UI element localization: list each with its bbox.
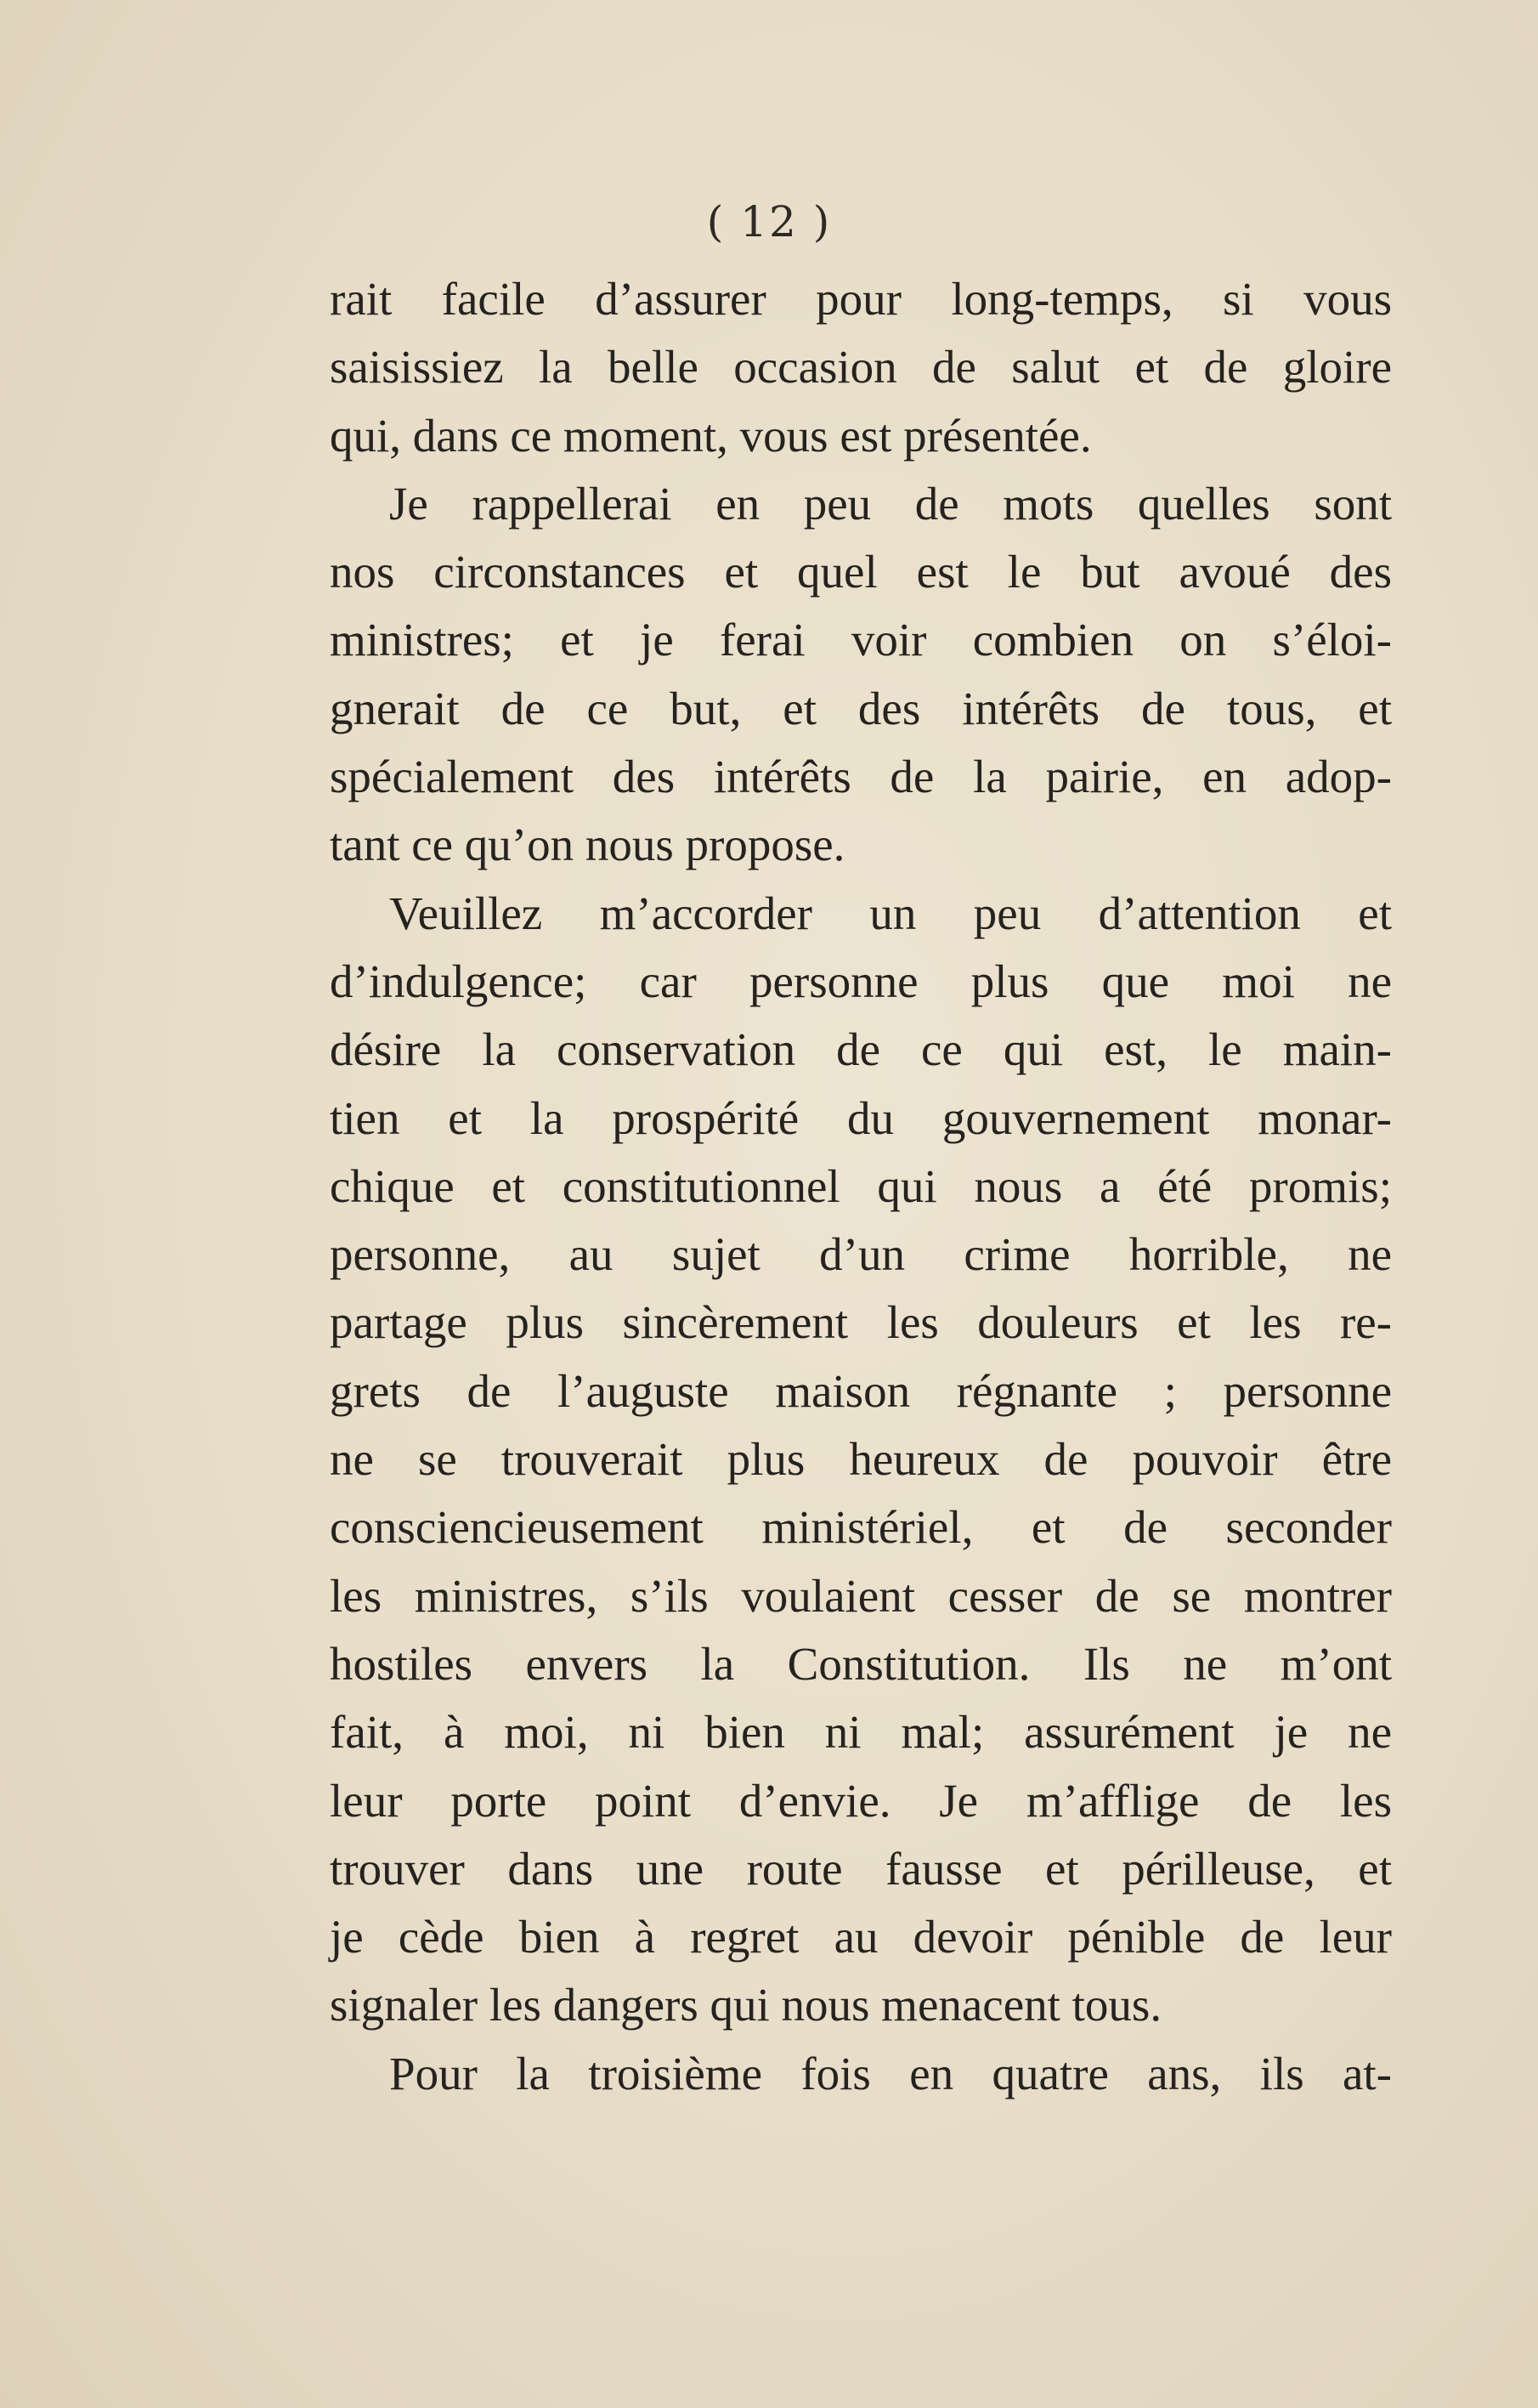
body-text: [330, 265, 1392, 2108]
text-line: leur porte point d’envie. Je m’afflige de les: [330, 1774, 1392, 1827]
text-line: tant ce qu’on nous propose.: [330, 819, 845, 871]
text-line: trouver dans une route fausse et périlleuse, et: [330, 1842, 1392, 1895]
text-line: ne se trouverait plus heureux de pouvoir être: [330, 1433, 1392, 1486]
text-line: hostiles envers la Constitution. Ils ne m’ont: [330, 1637, 1392, 1690]
text-line: Veuillez m’accorder un peu d’attention et: [389, 887, 1392, 939]
text-line: personne, au sujet d’un crime horrible, ne: [330, 1228, 1392, 1281]
text-line: partage plus sincèrement les douleurs et les re-: [330, 1296, 1392, 1349]
text-line: tien et la prospérité du gouvernement monar-: [330, 1091, 1392, 1144]
text-line: qui, dans ce moment, vous est présentée.: [330, 409, 1092, 462]
text-line: rait facile d’assurer pour long-temps, si vous: [330, 273, 1392, 325]
text-line: d’indulgence; car personne plus que moi ne: [330, 955, 1392, 1007]
text-line: désire la conservation de ce qui est, le main-: [330, 1023, 1392, 1076]
text-line: grets de l’auguste maison régnante ; personne: [330, 1364, 1392, 1417]
text-line: Pour la troisième fois en quatre ans, ils at-: [389, 2047, 1392, 2099]
text-line: je cède bien à regret au devoir pénible de leur: [330, 1911, 1392, 1963]
text-line: les ministres, s’ils voulaient cesser de se montrer: [330, 1569, 1392, 1622]
text-line: nos circonstances et quel est le but avoué des: [330, 546, 1392, 598]
text-line: ministres; et je ferai voir combien on s’éloi-: [330, 614, 1392, 666]
text-line: spécialement des intérêts de la pairie, en adop-: [330, 751, 1392, 803]
text-line: consciencieusement ministériel, et de seconder: [330, 1501, 1392, 1554]
text-line: fait, à moi, ni bien ni mal; assurément je ne: [330, 1706, 1392, 1759]
text-line: signaler les dangers qui nous menacent tous.: [330, 1979, 1162, 2031]
text-line: saisissiez la belle occasion de salut et de gloire: [330, 341, 1392, 394]
text-line: Je rappellerai en peu de mots quelles sont: [389, 477, 1392, 530]
page-number: ( 12 ): [706, 197, 832, 246]
text-line: gnerait de ce but, et des intérêts de tous, et: [330, 682, 1392, 734]
text-line: chique et constitutionnel qui nous a été promis;: [330, 1159, 1392, 1212]
